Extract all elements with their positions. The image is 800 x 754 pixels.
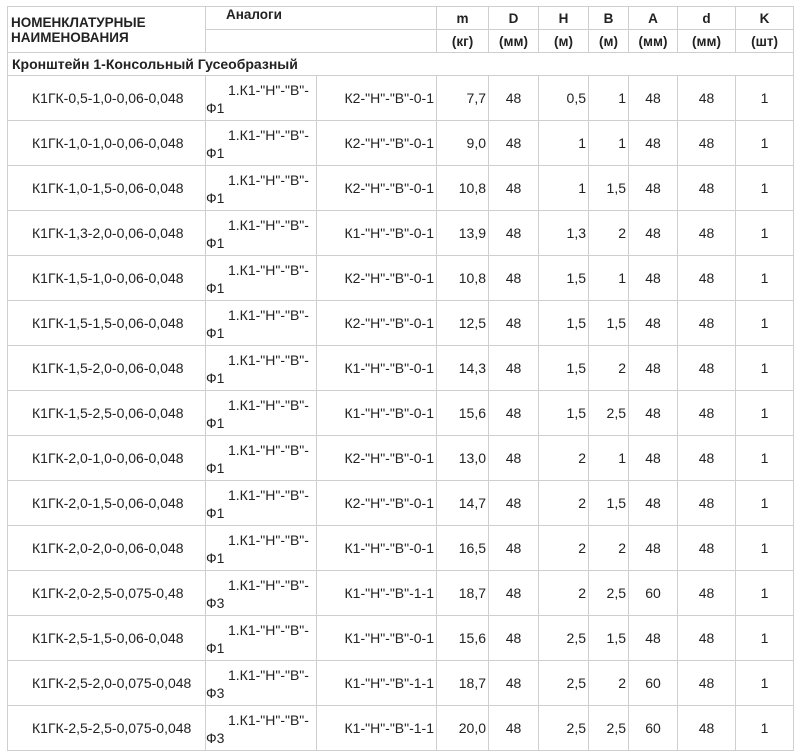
value-K: 1	[736, 76, 794, 121]
value-d: 48	[678, 301, 736, 346]
value-A: 48	[629, 76, 678, 121]
analog-primary-line2: Ф3	[206, 685, 225, 701]
analog-secondary: К1-"Н"-"В"-0-1	[317, 616, 437, 661]
value-H: 2	[539, 571, 589, 616]
product-name: К1ГК-1,0-1,0-0,06-0,048	[8, 121, 206, 166]
value-d: 48	[678, 616, 736, 661]
value-m: 15,6	[437, 616, 489, 661]
header-unit-K: (шт)	[736, 30, 794, 53]
analog-primary	[206, 526, 317, 571]
value-d: 48	[678, 166, 736, 211]
value-d: 48	[678, 76, 736, 121]
table-row	[8, 571, 794, 616]
value-H: 1,5	[539, 346, 589, 391]
value-B: 1,5	[589, 481, 629, 526]
product-name: К1ГК-2,0-1,0-0,06-0,048	[8, 436, 206, 481]
product-name: К1ГК-2,0-2,5-0,075-0,48	[8, 571, 206, 616]
analog-primary-line2: Ф3	[206, 595, 225, 611]
value-H: 2,5	[539, 661, 589, 706]
header-param-m: m	[437, 7, 489, 30]
analog-primary-line2: Ф3	[206, 730, 225, 746]
value-H: 1	[539, 121, 589, 166]
value-K: 1	[736, 571, 794, 616]
analog-primary	[206, 256, 317, 301]
analog-primary-line1: 1.К1-"Н"-"В"-	[228, 442, 309, 458]
value-H: 2,5	[539, 616, 589, 661]
product-name: К1ГК-2,5-1,5-0,06-0,048	[8, 616, 206, 661]
analog-secondary: К2-"Н"-"В"-0-1	[317, 76, 437, 121]
value-d: 48	[678, 661, 736, 706]
analog-primary	[206, 211, 317, 256]
value-D: 48	[489, 76, 539, 121]
table-row	[8, 211, 794, 256]
value-A: 60	[629, 661, 678, 706]
value-H: 0,5	[539, 76, 589, 121]
value-D: 48	[489, 301, 539, 346]
value-K: 1	[736, 436, 794, 481]
header-analogs: Аналоги	[206, 7, 437, 30]
analog-primary-line1: 1.К1-"Н"-"В"-	[228, 82, 309, 98]
header-unit-m: (кг)	[437, 30, 489, 53]
analog-primary-line2: Ф1	[206, 460, 225, 476]
value-A: 48	[629, 301, 678, 346]
value-D: 48	[489, 121, 539, 166]
product-name: К1ГК-1,0-1,5-0,06-0,048	[8, 166, 206, 211]
value-A: 60	[629, 571, 678, 616]
value-m: 12,5	[437, 301, 489, 346]
value-B: 1,5	[589, 301, 629, 346]
header-param-A: A	[629, 7, 678, 30]
product-name: К1ГК-1,3-2,0-0,06-0,048	[8, 211, 206, 256]
value-m: 14,7	[437, 481, 489, 526]
product-name: К1ГК-1,5-1,5-0,06-0,048	[8, 301, 206, 346]
value-d: 48	[678, 211, 736, 256]
section-title: Кронштейн 1-Консольный Гусеобразный	[8, 53, 794, 76]
value-A: 48	[629, 256, 678, 301]
header-unit-D: (мм)	[489, 30, 539, 53]
analog-secondary: К2-"Н"-"В"-0-1	[317, 301, 437, 346]
value-A: 48	[629, 436, 678, 481]
analog-primary-line2: Ф1	[206, 370, 225, 386]
analog-secondary: К1-"Н"-"В"-1-1	[317, 571, 437, 616]
value-D: 48	[489, 481, 539, 526]
value-m: 15,6	[437, 391, 489, 436]
specification-table	[7, 6, 794, 751]
analog-primary-line2: Ф1	[206, 100, 225, 116]
table-row	[8, 481, 794, 526]
value-D: 48	[489, 256, 539, 301]
section-row	[8, 53, 794, 76]
analog-primary-line1: 1.К1-"Н"-"В"-	[228, 397, 309, 413]
value-H: 2	[539, 526, 589, 571]
table-row	[8, 391, 794, 436]
analog-primary-line2: Ф1	[206, 235, 225, 251]
value-m: 7,7	[437, 76, 489, 121]
value-K: 1	[736, 166, 794, 211]
analog-primary-line2: Ф1	[206, 145, 225, 161]
value-d: 48	[678, 121, 736, 166]
value-K: 1	[736, 481, 794, 526]
analog-primary-line2: Ф1	[206, 550, 225, 566]
header-unit-B: (м)	[589, 30, 629, 53]
analog-primary	[206, 661, 317, 706]
table-body	[8, 7, 794, 751]
value-A: 48	[629, 346, 678, 391]
analog-secondary: К2-"Н"-"В"-0-1	[317, 436, 437, 481]
value-H: 2	[539, 436, 589, 481]
header-param-H: H	[539, 7, 589, 30]
value-K: 1	[736, 301, 794, 346]
value-d: 48	[678, 256, 736, 301]
analog-primary-line1: 1.К1-"Н"-"В"-	[228, 622, 309, 638]
value-B: 1	[589, 436, 629, 481]
table-row	[8, 301, 794, 346]
product-name: К1ГК-2,5-2,0-0,075-0,048	[8, 661, 206, 706]
value-B: 2	[589, 346, 629, 391]
table-row	[8, 76, 794, 121]
value-A: 48	[629, 121, 678, 166]
value-m: 20,0	[437, 706, 489, 751]
table-row	[8, 706, 794, 751]
analog-primary-line2: Ф1	[206, 640, 225, 656]
value-A: 48	[629, 211, 678, 256]
value-K: 1	[736, 616, 794, 661]
value-d: 48	[678, 346, 736, 391]
value-B: 1	[589, 256, 629, 301]
value-m: 18,7	[437, 571, 489, 616]
value-A: 60	[629, 706, 678, 751]
value-D: 48	[489, 616, 539, 661]
value-B: 2,5	[589, 391, 629, 436]
table-row	[8, 661, 794, 706]
value-K: 1	[736, 391, 794, 436]
value-d: 48	[678, 526, 736, 571]
table-row	[8, 256, 794, 301]
product-name: К1ГК-2,0-2,0-0,06-0,048	[8, 526, 206, 571]
analog-primary-line2: Ф1	[206, 505, 225, 521]
value-H: 1,5	[539, 391, 589, 436]
value-K: 1	[736, 211, 794, 256]
value-K: 1	[736, 526, 794, 571]
analog-primary-line2: Ф1	[206, 190, 225, 206]
analog-primary-line1: 1.К1-"Н"-"В"-	[228, 127, 309, 143]
analog-secondary: К1-"Н"-"В"-1-1	[317, 706, 437, 751]
analog-primary	[206, 481, 317, 526]
analog-primary	[206, 571, 317, 616]
analog-secondary: К2-"Н"-"В"-0-1	[317, 121, 437, 166]
value-d: 48	[678, 391, 736, 436]
analog-primary-line1: 1.К1-"Н"-"В"-	[228, 667, 309, 683]
analog-primary	[206, 166, 317, 211]
analog-primary	[206, 436, 317, 481]
value-H: 2,5	[539, 706, 589, 751]
value-D: 48	[489, 436, 539, 481]
analog-primary	[206, 391, 317, 436]
value-K: 1	[736, 121, 794, 166]
value-D: 48	[489, 166, 539, 211]
analog-primary	[206, 76, 317, 121]
value-K: 1	[736, 706, 794, 751]
value-D: 48	[489, 706, 539, 751]
analog-primary	[206, 616, 317, 661]
analog-secondary: К1-"Н"-"В"-1-1	[317, 661, 437, 706]
table-row	[8, 166, 794, 211]
table-row	[8, 436, 794, 481]
analog-primary-line1: 1.К1-"Н"-"В"-	[228, 217, 309, 233]
header-param-B: B	[589, 7, 629, 30]
table-row	[8, 616, 794, 661]
analog-primary-line2: Ф1	[206, 325, 225, 341]
header-unit-d: (мм)	[678, 30, 736, 53]
analog-primary-line2: Ф1	[206, 280, 225, 296]
table-row	[8, 346, 794, 391]
value-m: 10,8	[437, 256, 489, 301]
analog-primary-line1: 1.К1-"Н"-"В"-	[228, 307, 309, 323]
analog-primary-line1: 1.К1-"Н"-"В"-	[228, 172, 309, 188]
product-name: К1ГК-2,0-1,5-0,06-0,048	[8, 481, 206, 526]
value-K: 1	[736, 346, 794, 391]
analog-primary	[206, 346, 317, 391]
value-D: 48	[489, 211, 539, 256]
value-H: 1,3	[539, 211, 589, 256]
product-name: К1ГК-1,5-2,0-0,06-0,048	[8, 346, 206, 391]
value-H: 2	[539, 481, 589, 526]
value-D: 48	[489, 346, 539, 391]
analog-secondary: К2-"Н"-"В"-0-1	[317, 256, 437, 301]
analog-secondary: К2-"Н"-"В"-0-1	[317, 166, 437, 211]
value-B: 2,5	[589, 571, 629, 616]
value-D: 48	[489, 391, 539, 436]
value-A: 48	[629, 616, 678, 661]
value-D: 48	[489, 661, 539, 706]
header-analogs-blank	[206, 30, 437, 53]
value-m: 13,9	[437, 211, 489, 256]
value-B: 2	[589, 526, 629, 571]
value-K: 1	[736, 256, 794, 301]
value-H: 1,5	[539, 256, 589, 301]
product-name: К1ГК-2,5-2,5-0,075-0,048	[8, 706, 206, 751]
value-m: 16,5	[437, 526, 489, 571]
value-H: 1,5	[539, 301, 589, 346]
analog-primary-line1: 1.К1-"Н"-"В"-	[228, 262, 309, 278]
value-D: 48	[489, 571, 539, 616]
value-m: 10,8	[437, 166, 489, 211]
value-A: 48	[629, 481, 678, 526]
table-row	[8, 526, 794, 571]
analog-primary-line1: 1.К1-"Н"-"В"-	[228, 487, 309, 503]
value-H: 1	[539, 166, 589, 211]
value-B: 1	[589, 121, 629, 166]
header-unit-A: (мм)	[629, 30, 678, 53]
value-d: 48	[678, 571, 736, 616]
analog-primary	[206, 301, 317, 346]
header-param-K: K	[736, 7, 794, 30]
value-m: 18,7	[437, 661, 489, 706]
analog-secondary: К1-"Н"-"В"-0-1	[317, 391, 437, 436]
analog-primary	[206, 706, 317, 751]
value-B: 1	[589, 76, 629, 121]
header-nomenclature: НОМЕНКЛАТУРНЫЕ НАИМЕНОВАНИЯ	[8, 7, 206, 53]
value-m: 13,0	[437, 436, 489, 481]
analog-primary-line2: Ф1	[206, 415, 225, 431]
analog-primary-line1: 1.К1-"Н"-"В"-	[228, 577, 309, 593]
value-A: 48	[629, 391, 678, 436]
value-B: 1,5	[589, 166, 629, 211]
table-row	[8, 121, 794, 166]
product-name: К1ГК-1,5-2,5-0,06-0,048	[8, 391, 206, 436]
value-d: 48	[678, 481, 736, 526]
analog-primary-line1: 1.К1-"Н"-"В"-	[228, 712, 309, 728]
value-d: 48	[678, 706, 736, 751]
value-B: 2	[589, 661, 629, 706]
value-B: 2,5	[589, 706, 629, 751]
header-unit-H: (м)	[539, 30, 589, 53]
value-B: 1,5	[589, 616, 629, 661]
analog-secondary: К1-"Н"-"В"-0-1	[317, 526, 437, 571]
analog-secondary: К2-"Н"-"В"-0-1	[317, 481, 437, 526]
analog-secondary: К1-"Н"-"В"-0-1	[317, 211, 437, 256]
value-m: 9,0	[437, 121, 489, 166]
header-row-names	[8, 7, 794, 30]
analog-primary-line1: 1.К1-"Н"-"В"-	[228, 352, 309, 368]
value-m: 14,3	[437, 346, 489, 391]
analog-secondary: К1-"Н"-"В"-0-1	[317, 346, 437, 391]
analog-primary	[206, 121, 317, 166]
value-K: 1	[736, 661, 794, 706]
analog-primary-line1: 1.К1-"Н"-"В"-	[228, 532, 309, 548]
header-param-D: D	[489, 7, 539, 30]
value-d: 48	[678, 436, 736, 481]
value-D: 48	[489, 526, 539, 571]
value-A: 48	[629, 166, 678, 211]
product-name: К1ГК-0,5-1,0-0,06-0,048	[8, 76, 206, 121]
header-param-d: d	[678, 7, 736, 30]
product-name: К1ГК-1,5-1,0-0,06-0,048	[8, 256, 206, 301]
value-A: 48	[629, 526, 678, 571]
value-B: 2	[589, 211, 629, 256]
